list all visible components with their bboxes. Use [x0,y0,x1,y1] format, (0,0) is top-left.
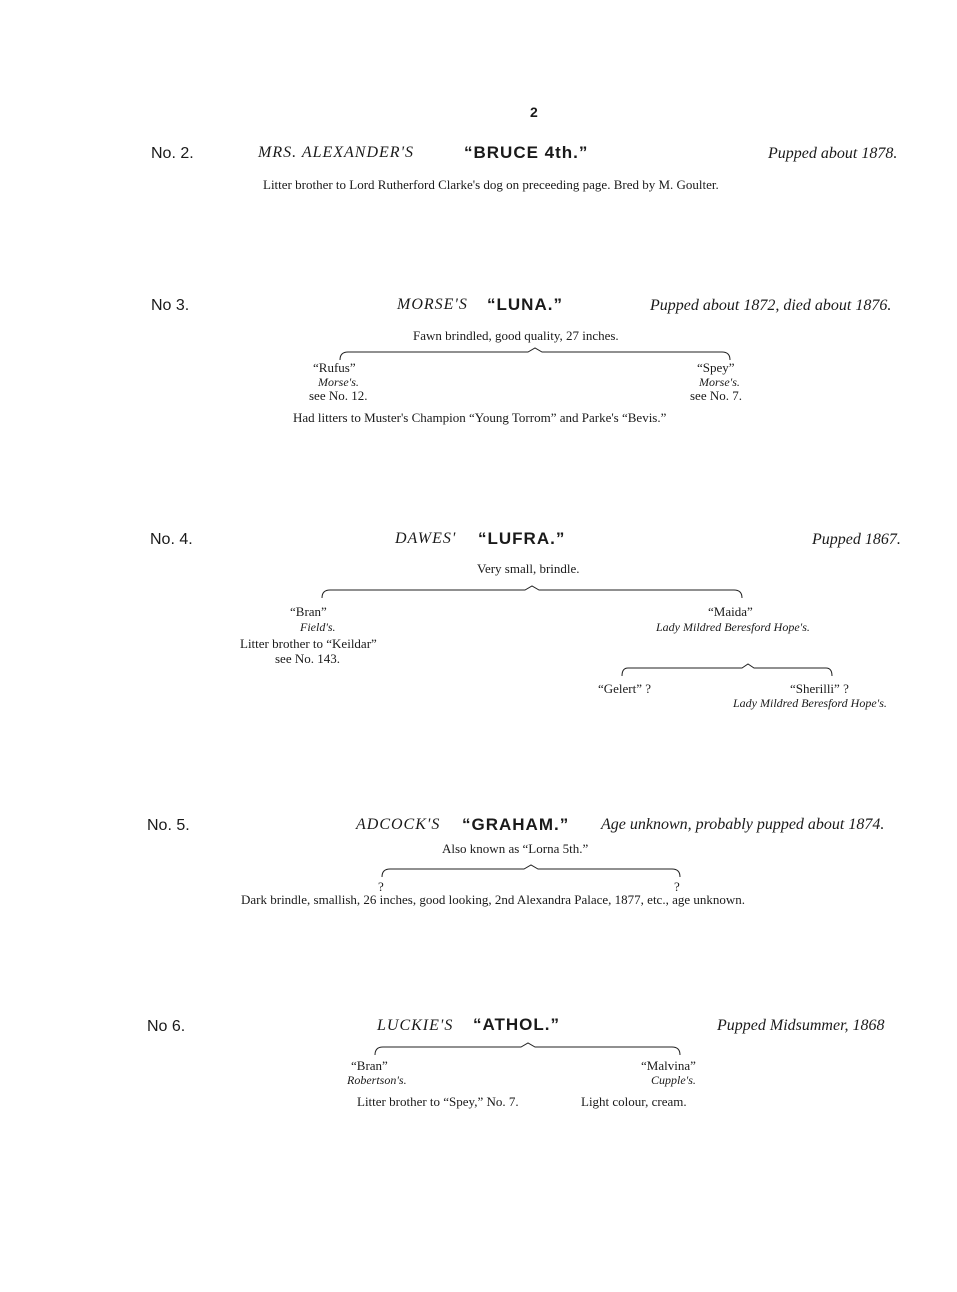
dog-name: “BRUCE 4th.” [464,143,589,162]
dog-name: “GRAHAM.” [462,815,570,834]
birth-date: Pupped about 1878. [768,145,898,162]
dam-dam-owner: Lady Mildred Beresford Hope's. [733,696,887,710]
sire-owner: Morse's. [318,375,359,389]
birth-date: Pupped Midsummer, 1868 [717,1017,885,1034]
dam-unknown: ? [674,879,680,894]
page-number: 2 [530,104,538,120]
owner-name: ADCOCK'S [356,816,441,833]
dog-name: “LUNA.” [487,295,563,314]
entry-number: No. 2. [151,145,194,162]
entry-number: No. 5. [147,817,190,834]
birth-date: Pupped about 1872, died about 1876. [650,297,892,314]
owner-name: LUCKIE'S [377,1017,454,1034]
dog-name: “ATHOL.” [473,1015,561,1034]
sire-name: “Rufus” [313,360,356,375]
dam-owner: Morse's. [699,375,740,389]
dam-reference: see No. 7. [690,388,742,403]
sire-note: Litter brother to “Keildar” [240,636,377,651]
entry-number: No 3. [151,297,190,314]
owner-name: MRS. ALEXANDER'S [258,144,414,161]
alias: Also known as “Lorna 5th.” [442,841,589,856]
description: Dark brindle, smallish, 26 inches, good looking, 2nd Alexandra Palace, 1877, etc., age unknown. [241,892,746,907]
owner-name: MORSE'S [397,296,468,313]
dam-dam-name: “Sherilli” ? [790,681,849,696]
description: Litter brother to Lord Rutherford Clarke's dog on preceeding page. Bred by M. Goulter. [263,177,719,192]
sire-reference: see No. 143. [275,651,340,666]
sire-name: “Bran” [290,604,327,619]
litter-note: Had litters to Muster's Champion “Young Torrom” and Parke's “Bevis.” [293,410,667,425]
pedigree-brace [382,865,680,879]
sire-owner: Field's. [300,620,336,634]
dam-name: “Maida” [708,604,753,619]
dam-pedigree-brace [622,664,832,678]
dam-sire-name: “Gelert” ? [598,681,652,696]
pedigree-brace [375,1043,680,1057]
dog-name: “LUFRA.” [478,529,566,548]
dam-name: “Malvina” [641,1058,696,1073]
description: Fawn brindled, good quality, 27 inches. [413,328,619,343]
owner-name: DAWES' [395,530,457,547]
dam-note: Light colour, cream. [581,1094,687,1109]
sire-unknown: ? [378,879,384,894]
sire-name: “Bran” [351,1058,388,1073]
dam-owner: Lady Mildred Beresford Hope's. [656,620,810,634]
birth-date: Pupped 1867. [812,531,901,548]
entry-number: No 6. [147,1018,186,1035]
sire-reference: see No. 12. [309,388,368,403]
sire-owner: Robertson's. [347,1073,407,1087]
description: Very small, brindle. [477,561,580,576]
pedigree-brace [322,586,742,600]
birth-date: Age unknown, probably pupped about 1874. [601,816,885,833]
sire-note: Litter brother to “Spey,” No. 7. [357,1094,519,1109]
dam-name: “Spey” [697,360,735,375]
entry-number: No. 4. [150,531,193,548]
dam-owner: Cupple's. [651,1073,696,1087]
pedigree-brace [340,348,730,362]
